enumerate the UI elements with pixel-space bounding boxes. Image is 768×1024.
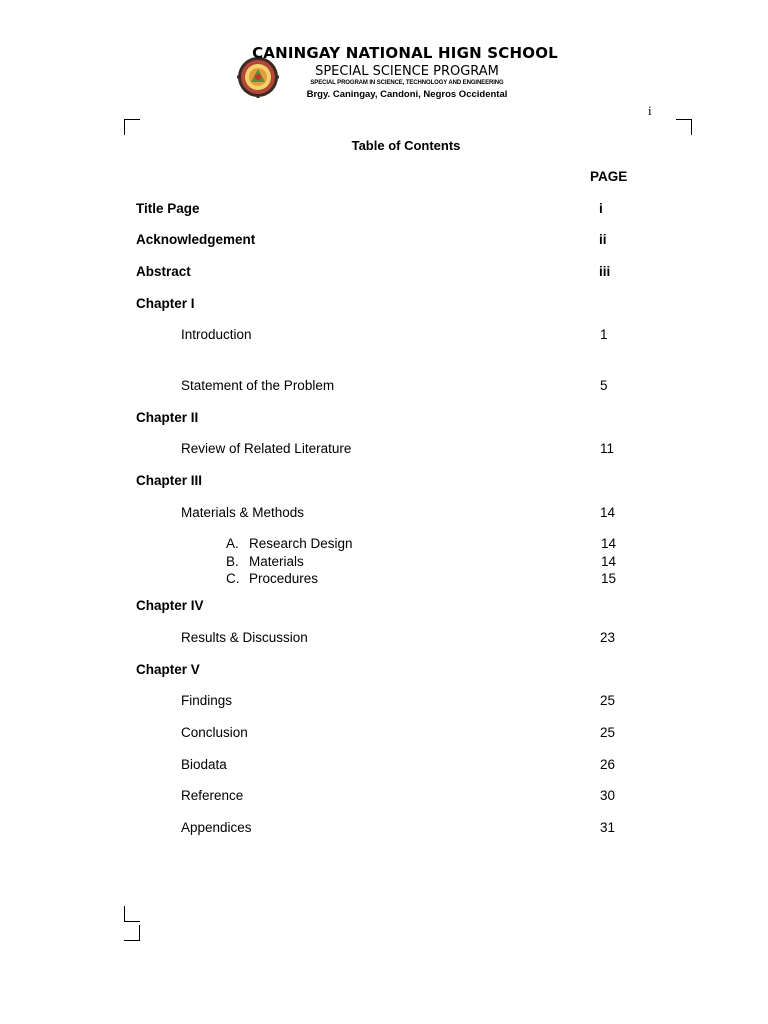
- toc-chapter-heading: [0, 662, 768, 680]
- toc-entry-page: ii: [599, 232, 607, 247]
- toc-entry-label: Chapter IV: [136, 598, 204, 613]
- toc-title: Table of Contents: [351, 138, 461, 153]
- toc-entry-label: Chapter II: [136, 410, 199, 425]
- toc-entry: [0, 757, 768, 775]
- toc-entry-label: Materials: [249, 554, 304, 569]
- toc-entry: [0, 505, 768, 523]
- toc-entry: [0, 441, 768, 459]
- toc-entry-label: Findings: [181, 693, 233, 708]
- toc-entry-label: Chapter I: [136, 296, 195, 311]
- toc-entry-page: 31: [600, 820, 616, 835]
- school-address: Brgy. Caningay, Candoni, Negros Occidental: [306, 89, 508, 100]
- toc-entry-label: Conclusion: [181, 725, 248, 740]
- crop-mark-bottom-left: [124, 906, 140, 922]
- toc-entry-page: 25: [600, 725, 616, 740]
- toc-entry-label: Chapter V: [136, 662, 200, 677]
- toc-entry-page: 11: [600, 441, 615, 456]
- toc-entry: [0, 725, 768, 743]
- toc-entry: [0, 201, 768, 219]
- toc-entry-label: Appendices: [181, 820, 252, 835]
- toc-entry-label: Procedures: [249, 571, 319, 586]
- toc-entry: [0, 378, 768, 396]
- toc-entry-page: 1: [600, 327, 608, 342]
- toc-entry-label: Review of Related Literature: [181, 441, 352, 456]
- toc-entry-marker: B.: [226, 554, 239, 569]
- toc-entry-label: Biodata: [181, 757, 227, 772]
- toc-entry-marker: C.: [226, 571, 240, 586]
- toc-entry-page: i: [599, 201, 603, 216]
- toc-entry: [0, 693, 768, 711]
- toc-entry-page: 14: [601, 536, 617, 551]
- toc-chapter-heading: [0, 296, 768, 314]
- school-seal-icon: [237, 56, 279, 98]
- toc-entry: [0, 327, 768, 345]
- toc-entry-marker: A.: [226, 536, 239, 551]
- toc-entry-label: Chapter III: [136, 473, 203, 488]
- toc-entry-page: 25: [600, 693, 616, 708]
- toc-entry-page: 15: [601, 571, 617, 586]
- toc-entry: [0, 630, 768, 648]
- page-number: i: [648, 103, 652, 118]
- toc-entry-page: 30: [600, 788, 616, 803]
- toc-entry-label: Materials & Methods: [181, 505, 305, 520]
- toc-entry-label: Introduction: [181, 327, 252, 342]
- toc-sub-entry: [0, 554, 768, 572]
- toc-entry-page: 14: [600, 505, 616, 520]
- program-name: SPECIAL SCIENCE PROGRAM: [315, 64, 499, 79]
- crop-mark-top-left: [124, 119, 140, 135]
- toc-entry-page: iii: [599, 264, 611, 279]
- toc-entry-label: Research Design: [249, 536, 353, 551]
- toc-entry-page: 23: [600, 630, 616, 645]
- toc-page-column-header: PAGE: [590, 169, 628, 184]
- toc-chapter-heading: [0, 410, 768, 428]
- school-name: CANINGAY NATIONAL HIGN SCHOOL: [252, 44, 558, 62]
- toc-chapter-heading: [0, 473, 768, 491]
- toc-entry: [0, 264, 768, 282]
- toc-entry-page: 5: [600, 378, 608, 393]
- toc-entry-page: 26: [600, 757, 616, 772]
- toc-entry: [0, 788, 768, 806]
- toc-entry-page: 14: [601, 554, 617, 569]
- toc-chapter-heading: [0, 598, 768, 616]
- toc-entry-label: Statement of the Problem: [181, 378, 335, 393]
- toc-entry-label: Acknowledgement: [136, 232, 256, 247]
- toc-entry-label: Reference: [181, 788, 244, 803]
- toc-entry-label: Results & Discussion: [181, 630, 308, 645]
- crop-mark-bottom-left-inner: [124, 925, 140, 941]
- toc-sub-entry: [0, 536, 768, 554]
- toc-sub-entry: [0, 571, 768, 589]
- toc-entry-label: Title Page: [136, 201, 200, 216]
- crop-mark-top-right: [676, 119, 692, 135]
- toc-entry: [0, 232, 768, 250]
- program-subtitle: SPECIAL PROGRAM IN SCIENCE, TECHNOLOGY AND ENGINEERING: [310, 80, 504, 86]
- toc-entry-label: Abstract: [136, 264, 191, 279]
- toc-entry: [0, 820, 768, 838]
